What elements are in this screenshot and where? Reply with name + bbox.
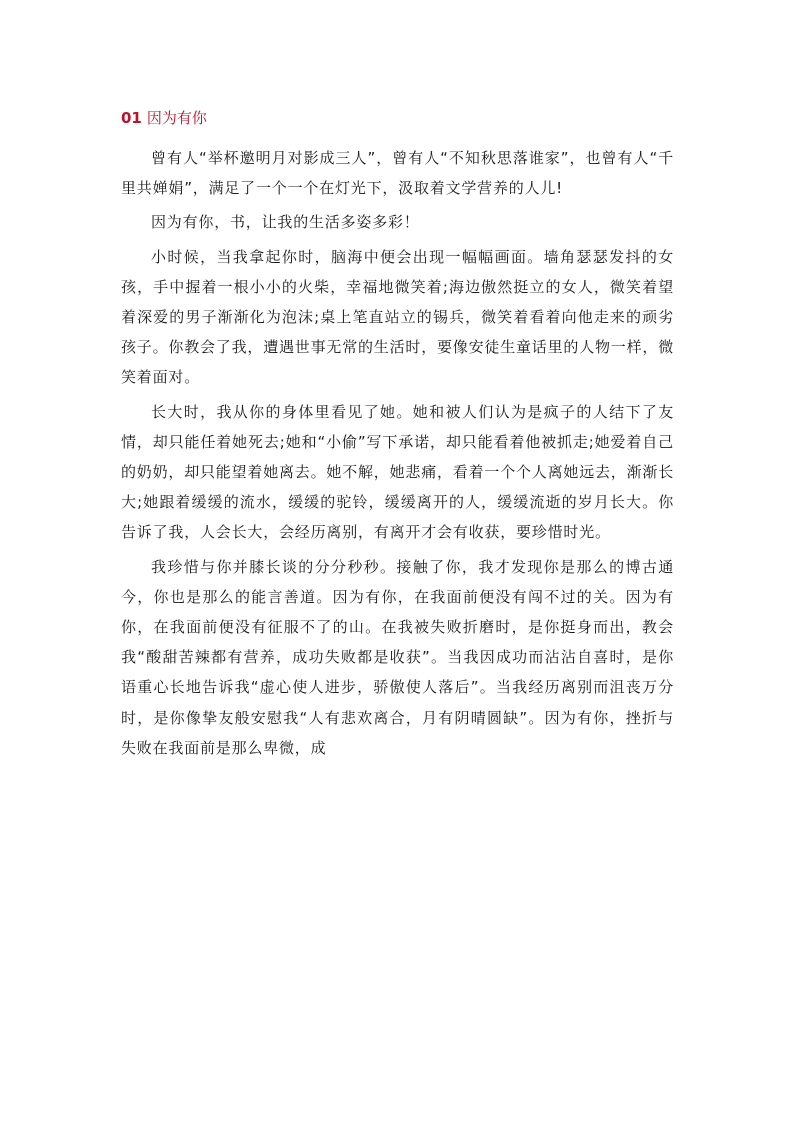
section-number: 01 — [121, 109, 142, 127]
paragraph-5: 我珍惜与你并膝长谈的分分秒秒。接触了你，我才发现你是那么的博古通今，你也是那么的能言善道。因为有你，在我面前便没有闯不过的关。因为有你，在我面前便没有征服不了的山。在我被失败折磨时，是你挺身而出，教会我“酸甜苦辣都有营养，成功失败都是收获”。当我因成功而沾沾自喜时，是你语重心长地告诉我“虚心使人进步，骄傲使人落后”。当我经历离别而沮丧万分时，是你像挚友般安慰我“人有悲欢离合，月有阴晴圆缺”。因为有你，挫折与失败在我面前是那么卑微，成 — [121, 557, 674, 757]
paragraph-3: 小时候，当我拿起你时，脑海中便会出现一幅幅画面。墙角瑟瑟发抖的女孩，手中握着一根小小的火柴，幸福地微笑着;海边傲然挺立的女人，微笑着望着深爱的男子渐渐化为泡沫;桌上笔直站立的锡兵，微笑着看着向他走来的顽劣孩子。你教会了我，遭遇世事无常的生活时，要像安徒生童话里的人物一样，微笑着面对。 — [121, 247, 675, 387]
article-body — [121, 143, 674, 763]
section-heading — [121, 107, 207, 129]
paragraph-4: 长大时，我从你的身体里看见了她。她和被人们认为是疯子的人结下了友情，却只能任着她死去;她和“小偷”写下承诺，却只能看着他被抓走;她爱着自己的奶奶，却只能望着她离去。她不解，她悲痛，看着一个个人离她远去，渐渐长大;她跟着缓缓的流水，缓缓的驼铃，缓缓离开的人，缓缓流逝的岁月长大。你告诉了我，人会长大，会经历离别，有离开才会有收获，要珍惜时光。 — [121, 402, 675, 542]
paragraph-2: 因为有你，书，让我的生活多姿多彩！ — [151, 213, 420, 232]
section-title: 因为有你 — [146, 109, 207, 127]
paragraph-1: 曾有人“举杯邀明月对影成三人”，曾有人“不知秋思落谁家”，也曾有人“千里共婵娟”，满足了一个一个在灯光下，汲取着文学营养的人儿! — [121, 149, 674, 198]
